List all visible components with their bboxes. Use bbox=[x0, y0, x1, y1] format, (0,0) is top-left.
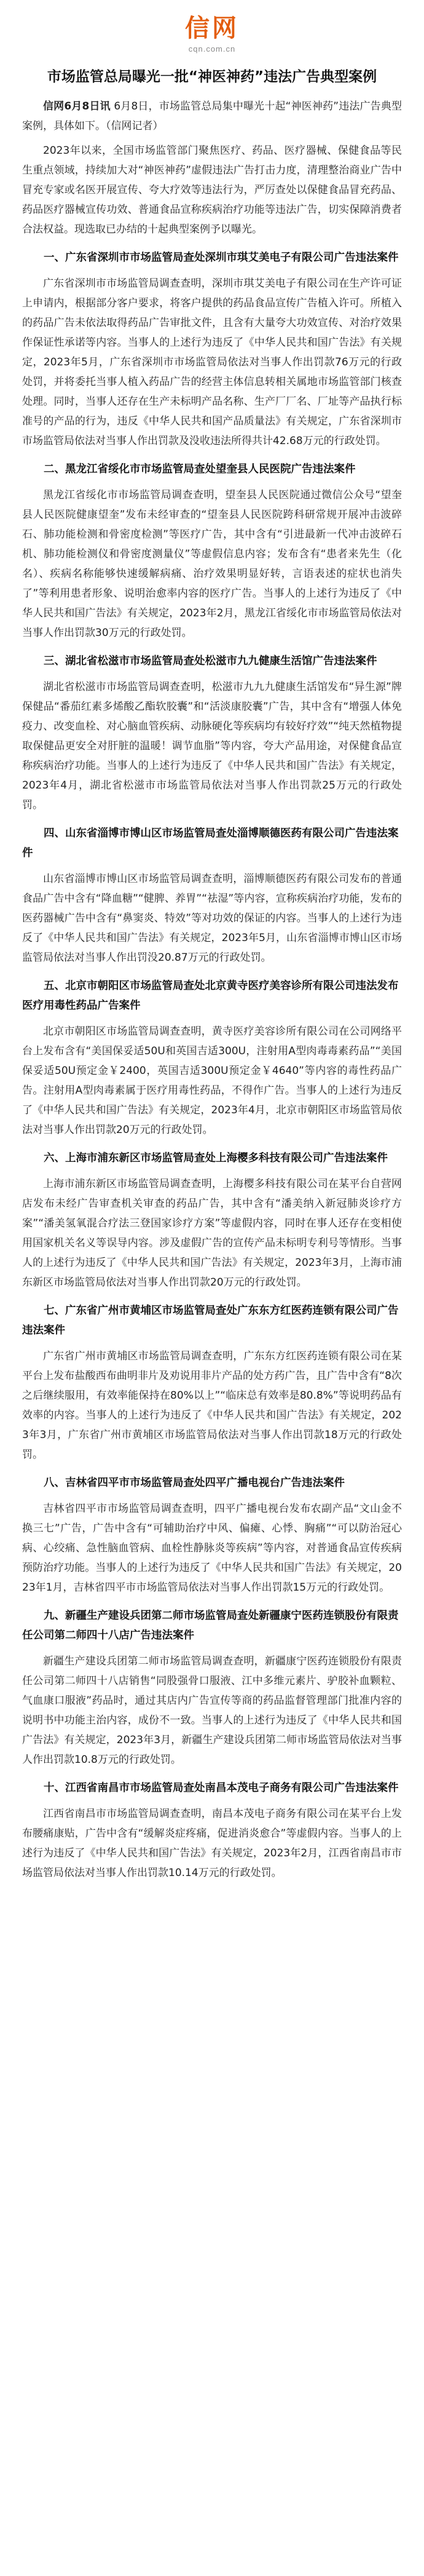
case-body: 江西省南昌市市场监管局调查查明，南昌本茂电子商务有限公司在某平台上发布腰痛康贴，广告中含有“缓解炎症疼痛，促进消炎愈合”等虚假内容。当事人的上述行为违反了《中华人民共和国广告法》有关规定，2023年2月，江西省南昌市市场监管局依法对当事人作出罚款10.14万元的行政处罚。 bbox=[22, 1808, 402, 1879]
site-logo[interactable]: 信网 bbox=[185, 14, 239, 42]
case-8 bbox=[22, 1473, 402, 1597]
case-title: 六、上海市浦东新区市场监管局查处上海樱多科技有限公司广告违法案件 bbox=[44, 1152, 388, 1164]
case-body: 山东省淄博市博山区市场监管局调查查明，淄博顺德医药有限公司发布的普通食品广告中含有“降血糖”“健脾、养胃”“祛湿”等内容，宣称疾病治疗功能，发布的医药器械广告中含有“鼻窦炎、特效”等对功效的保证的内容。当事人的上述行为违反了《中华人民共和国广告法》有关规定，2023年5月，山东省淄博市博山区市场监管局依法对当事人作出罚没20.87万元的行政处罚。 bbox=[22, 873, 402, 964]
case-body: 黑龙江省绥化市市场监管局调查查明，望奎县人民医院通过微信公众号“望奎县人民医院健康望奎”发布未经审查的“望奎县人民医院跨科研常规开展冲击波碎石、肺功能检测和骨密度检测”等医疗广告，其中含有“引进最新一代冲击波碎石机、肺功能检测仪和骨密度测量仪”等虚假信息内容；发布含有“患者来先生（化名）、疾病名称能够快速缓解病痛、治疗效果明显好转，言语表述的症状也消失了”等利用患者形象、说明治愈率内容的医疗广告。当事人的上述行为违反了《中华人民共和国广告法》有关规定，2023年2月，黑龙江省绥化市市场监管局依法对当事人作出罚款30万元的行政处罚。 bbox=[22, 489, 402, 639]
case-title: 七、广东省广州市黄埔区市场监管局查处广东东方红医药连锁有限公司广告违法案件 bbox=[22, 1305, 399, 1337]
site-header bbox=[22, 0, 402, 54]
case-body: 吉林省四平市市场监管局调查查明，四平广播电视台发布农副产品“文山金不换三七”广告，广告中含有“可辅助治疗中风、偏瘫、心悸、胸痛”“可以防治冠心病、心绞痛、急性脑血管病、血栓性静脉炎等疾病”等内容，对普通食品宣传疾病预防治疗功能。当事人的上述行为违反了《中华人民共和国广告法》有关规定，2023年1月，吉林省四平市市场监管局依法对当事人作出罚款15万元的行政处罚。 bbox=[22, 1503, 402, 1594]
case-title: 四、山东省淄博市博山区市场监管局查处淄博顺德医药有限公司广告违法案件 bbox=[22, 827, 399, 859]
case-body: 新疆生产建设兵团第二师市场监管局调查查明，新疆康宁医药连锁股份有限责任公司第二师四十八店销售“同股强骨口服液、江中多维元素片、驴胶补血颗粒、气血康口服液”药品时，通过其店内广告宣传等商的药品监督管理部门批准内容的说明书中功能主治内容，成份不一致。当事人的上述行为违反了《中华人民共和国广告法》有关规定，2023年3月，新疆生产建设兵团第二师市场监管局依法对当事人作出罚款10.8万元的行政处罚。 bbox=[22, 1655, 402, 1766]
case-3 bbox=[22, 651, 402, 815]
lead-dateline: 信网6月8日讯 bbox=[43, 100, 111, 113]
case-1 bbox=[22, 248, 402, 451]
case-title: 一、广东省深圳市市场监管局查处深圳市琪艾美电子有限公司广告违法案件 bbox=[44, 252, 399, 264]
case-9 bbox=[22, 1606, 402, 1770]
case-title: 三、湖北省松滋市市场监管局查处松滋市九九健康生活馆广告违法案件 bbox=[44, 655, 377, 667]
case-7 bbox=[22, 1301, 402, 1465]
article-lead bbox=[22, 97, 402, 136]
case-body: 北京市朝阳区市场监管局调查查明，黄寺医疗美容诊所有限公司在公司网络平台上发布含有“美国保妥适50U和英国吉适300U，注射用A型肉毒毒素药品”“美国保妥适50U预定金￥2400，英国吉适300U预定金￥4640”等内容的毒性药品广告。注射用A型肉毒素属于医疗用毒性药品，不得作广告。当事人的上述行为违反了《中华人民共和国广告法》有关规定，2023年4月，北京市朝阳区市场监管局依法对当事人作出罚款20万元的行政处罚。 bbox=[22, 1025, 402, 1136]
lead-text: 6月8日，市场监管总局集中曝光十起“神医神药”违法广告典型案例，具体如下。（信网记者） bbox=[22, 100, 402, 132]
article-title: 市场监管总局曝光一批“神医神药”违法广告典型案例 bbox=[47, 69, 377, 85]
case-body: 广东省深圳市市场监管局调查查明，深圳市琪艾美电子有限公司在生产许可证上申请内，根据部分客户要求，将客户提供的药品食品宣传广告植入许可。所植入的药品广告未依法取得药品广告审批文件，且含有大量夸大功效宣传、对治疗效果作保证性承诺等内容。当事人的上述行为违反了《中华人民共和国广告法》有关规定，2023年5月，广东省深圳市市场监管局依法对当事人作出罚款76万元的行政处罚，并将委托当事人植入药品广告的经营主体信息转相关属地市场监管部门核查处理。同时，当事人还存在生产未标明产品名称、生产厂厂名、厂址等产品执行标准号的产品的行为，违反《中华人民共和国产品质量法》有关规定，广东省深圳市市场监管局依法对当事人作出罚款及没收违法所得共计42.68万元的行政处罚。 bbox=[22, 277, 402, 447]
site-domain: cqn.com.cn bbox=[188, 44, 236, 54]
case-4 bbox=[22, 824, 402, 968]
case-10 bbox=[22, 1778, 402, 1883]
case-title: 五、北京市朝阳区市场监管局查处北京黄寺医疗美容诊所有限公司违法发布医疗用毒性药品广告案件 bbox=[22, 980, 399, 1012]
case-title: 九、新疆生产建设兵团第二师市场监管局查处新疆康宁医药连锁股份有限责任公司第二师四十八店广告违法案件 bbox=[22, 1610, 399, 1642]
case-5 bbox=[22, 976, 402, 1140]
case-title: 八、吉林省四平市市场监管局查处四平广播电视台广告违法案件 bbox=[44, 1477, 345, 1489]
case-title: 十、江西省南昌市市场监管局查处南昌本茂电子商务有限公司广告违法案件 bbox=[44, 1782, 399, 1794]
case-title: 二、黑龙江省绥化市市场监管局查处望奎县人民医院广告违法案件 bbox=[44, 463, 356, 475]
article-intro: 2023年以来，全国市场监管部门聚焦医疗、药品、医疗器械、保健食品等民生重点领域，持续加大对“神医神药”虚假违法广告打击力度，清理整治商业广告中冒充专家或名医开展宣传、夸大疗效等违法行为，严厉查处以保健食品冒充药品、药品医疗器械宣传功效、普通食品宣称疾病治疗功能等违法广告，切实保障消费者合法权益。现选取已办结的十起典型案例予以曝光。 bbox=[22, 145, 402, 236]
case-body: 广东省广州市黄埔区市场监管局调查查明，广东东方红医药连锁有限公司在某平台上发布盐酸西布曲明非片及劝说用非片产品的处方药广告，且广告中含有“8次之后继续服用，有效率能保持在80%以上”“临床总有效率是80.8%”等说明药品有效率的内容。当事人的上述行为违反了《中华人民共和国广告法》有关规定，2023年3月，广东省广州市黄埔区市场监管局依法对当事人作出罚款18万元的行政处罚。 bbox=[22, 1350, 402, 1461]
case-2 bbox=[22, 459, 402, 643]
case-body: 湖北省松滋市市场监管局调查查明，松滋市九九九健康生活馆发布“异生源”牌保健品“番茄红素多烯酸乙酯软胶囊”和“活淡康胶囊”广告，其中含有“增强人体免疫力、改变血栓、对心脑血管疾病、动脉硬化等疾病均有较好疗效”“纯天然植物提取保健品更安全对肝脏的温暖！调节血脂”等内容，夸大产品用途，对保健食品宣称疾病治疗功能。当事人的上述行为违反了《中华人民共和国广告法》有关规定，2023年4月，湖北省松滋市市场监管局依法对当事人作出罚款25万元的行政处罚。 bbox=[22, 681, 402, 811]
case-6 bbox=[22, 1148, 402, 1292]
case-body: 上海市浦东新区市场监管局调查查明，上海樱多科技有限公司在某平台自营网店发布未经广告审查机关审查的药品广告，其中含有“潘美纳入新冠肺炎诊疗方案”“潘美氢氧混合疗法三登国家诊疗方案”等虚假内容，同时在事人还存在变相使用国家机关名义等误导内容。涉及虚假广告的宣传产品未标明专利号等情形。当事人的上述行为违反了《中华人民共和国广告法》有关规定，2023年3月，上海市浦东新区市场监管局依法对当事人作出罚款20万元的行政处罚。 bbox=[22, 1178, 402, 1289]
